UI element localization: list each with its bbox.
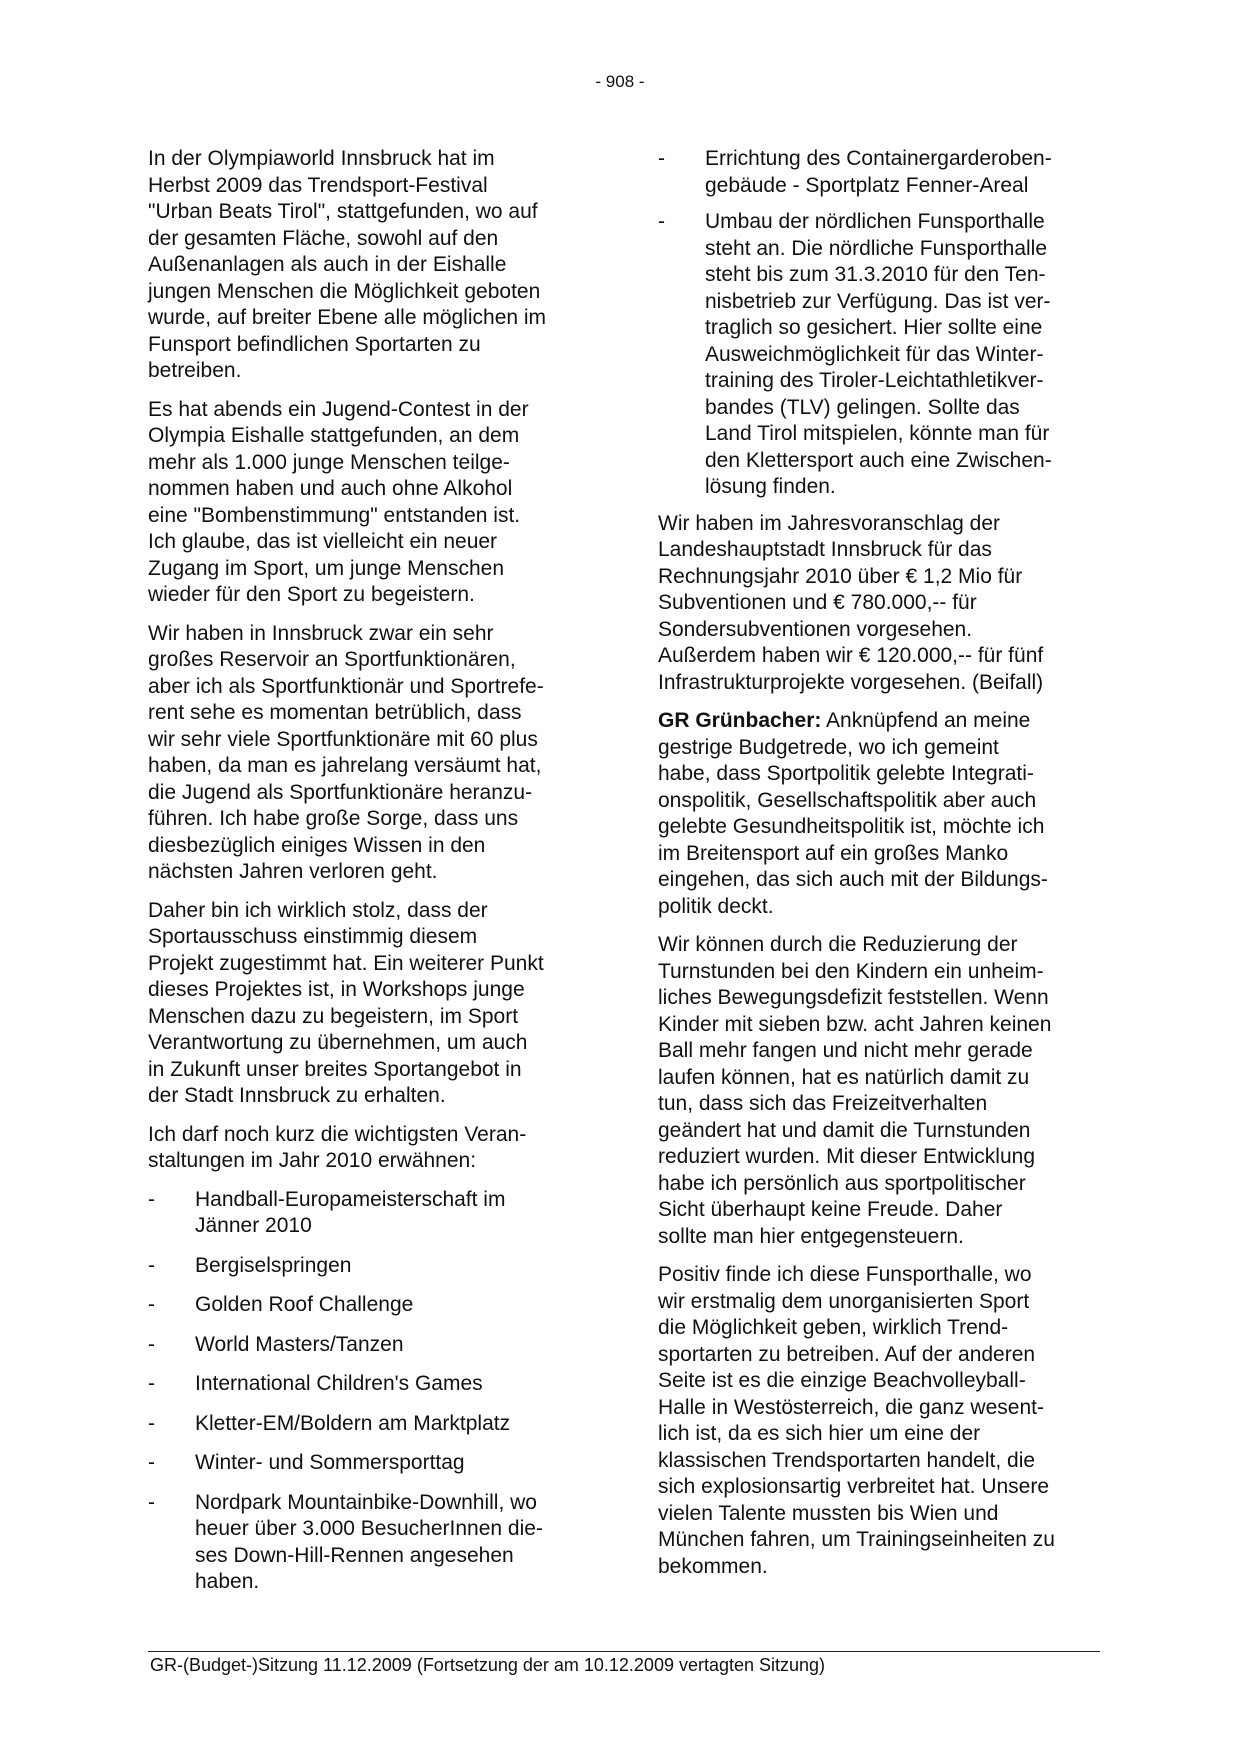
speaker-paragraph (658, 708, 1098, 920)
list-item (148, 1332, 588, 1359)
list-dash: - (658, 210, 665, 233)
list-item (148, 1371, 588, 1398)
list-item (148, 1490, 588, 1596)
list-item-text: Golden Roof Challenge (195, 1293, 414, 1316)
list-item (658, 209, 1098, 501)
list-item (148, 1187, 588, 1240)
list-item (658, 146, 1098, 199)
list-item-text: Umbau der nördlichen Funsporthalle steht an. Die nördliche Funsporthalle steht bis zum 31.3.2010 für den Ten- nisbetrieb zur Verfügung. Das ist ver- traglich so gesichert. Hier sollte eine Ausweichmöglichkeit für das Winter- training des Tiroler-Leichtathletikver- bandes (TLV) gelingen. Sollte das Land Tirol mitspielen, könnte man für den Klettersport auch eine Zwischen- lösung finden. (705, 210, 1052, 498)
right-column (658, 146, 1098, 1592)
paragraph: Wir haben in Innsbruck zwar ein sehr großes Reservoir an Sportfunktionären, aber ich als Sportfunktionär und Sportrefe- rent sehe es momentan betrüblich, dass wir sehr viele Sportfunktionäre mit 60 plus haben, da man es jahrelang versäumt hat, die Jugend als Sportfunktionäre heranzu- führen. Ich habe große Sorge, dass uns diesbezüglich einiges Wissen in den nächsten Jahren verloren geht. (148, 621, 544, 883)
list-item (148, 1411, 588, 1438)
list-item-text: Winter- und Sommersporttag (195, 1451, 465, 1474)
list-dash: - (148, 1372, 155, 1395)
list-dash: - (148, 1293, 155, 1316)
footer-text: GR-(Budget-)Sitzung 11.12.2009 (Fortsetzung der am 10.12.2009 vertagten Sitzung) (150, 1655, 826, 1675)
list-item-text: Errichtung des Containergarderoben- gebäude - Sportplatz Fenner-Areal (705, 147, 1052, 197)
list-dash: - (658, 147, 665, 170)
paragraph: Ich darf noch kurz die wichtigsten Veran- staltungen im Jahr 2010 erwähnen: (148, 1122, 527, 1172)
paragraph: Wir können durch die Reduzierung der Turnstunden bei den Kindern ein unheim- liches Bewegungsdefizit feststellen. Wenn Kinder mit sieben bzw. acht Jahren keinen Ball mehr fangen und nicht mehr gerade laufen können, hat es natürlich damit zu tun, dass sich das Freizeitverhalten geändert hat und damit die Turnstunden reduziert wurden. Mit dieser Entwicklung habe ich persönlich aus sportpolitischer Sicht überhaupt keine Freude. Daher sollte man hier entgegensteuern. (658, 933, 1052, 1248)
list-dash: - (148, 1451, 155, 1474)
footer-divider (148, 1651, 1100, 1652)
list-item (148, 1253, 588, 1280)
paragraph: Wir haben im Jahresvoranschlag der Landeshauptstadt Innsbruck für das Rechnungsjahr 2010 über € 1,2 Mio für Subventionen und € 780.000,-- für Sondersubventionen vorgesehen. Außerdem haben wir € 120.000,-- für fünf Infrastrukturprojekte vorgesehen. (Beifall) (658, 511, 1044, 694)
left-column (148, 146, 588, 1609)
list-item-text: Kletter-EM/Boldern am Marktplatz (195, 1411, 511, 1435)
paragraph: Positiv finde ich diese Funsporthalle, wo wir erstmalig dem unorganisierten Sport die Möglichkeit geben, wirklich Trend- sportarten zu betreiben. Auf der anderen Seite ist es die einzige Beachvolleyball- Halle in Westösterreich, die ganz wesent- lich ist, da es sich hier um eine der klassischen Trendsportarten handelt, die sich explosionsartig verbreitet hat. Unsere vielen Talente mussten bis Wien und München fahren, um Trainingseinheiten zu bekommen. (658, 1263, 1055, 1578)
list-dash: - (148, 1187, 155, 1211)
speaker-name: GR Grünbacher: (658, 709, 822, 732)
list-item-text: World Masters/Tanzen (195, 1332, 404, 1356)
speaker-text: Anknüpfend an meine gestrige Budgetrede, wo ich gemeint habe, dass Sportpolitik gelebte Integrati- onspolitik, Gesellschaftspolitik aber auch gelebte Gesundheitspolitik ist, möchte ich im Breitensport auf ein großes Manko eingehen, das sich auch mit der Bildungs- politik deckt. (658, 709, 1048, 918)
list-dash: - (148, 1490, 155, 1514)
list-item-text: Nordpark Mountainbike-Downhill, wo heuer über 3.000 BesucherInnen die- ses Down-Hill-Rennen angesehen haben. (195, 1490, 543, 1593)
list-item-text: International Children's Games (195, 1372, 483, 1395)
list-dash: - (148, 1253, 155, 1277)
paragraph: Es hat abends ein Jugend-Contest in der Olympia Eishalle stattgefunden, an dem mehr als 1.000 junge Menschen teilge- nommen haben und auch ohne Alkohol eine "Bombenstimmung" entstanden ist. Ich glaube, das ist vielleicht ein neuer Zugang im Sport, um junge Menschen wieder für den Sport zu begeistern. (148, 397, 529, 606)
paragraph: Daher bin ich wirklich stolz, dass der Sportausschuss einstimmig diesem Projekt zugestimmt hat. Ein weiterer Punkt dieses Projektes ist, in Workshops junge Menschen dazu zu begeistern, im Sport Verantwortung zu übernehmen, um auch in Zukunft unser breites Sportangebot in der Stadt Innsbruck zu erhalten. (148, 898, 544, 1107)
list-item (148, 1450, 588, 1477)
paragraph: In der Olympiaworld Innsbruck hat im Herbst 2009 das Trendsport-Festival "Urban Beats Tirol", stattgefunden, wo auf der gesamten Fläche, sowohl auf den Außenanlagen als auch in der Eishalle jungen Menschen die Möglichkeit geboten wurde, auf breiter Ebene alle möglichen im Funsport befindlichen Sportarten zu betreiben. (148, 147, 547, 382)
list-item (148, 1292, 588, 1319)
list-item-text: Bergiselspringen (195, 1253, 352, 1277)
list-dash: - (148, 1411, 155, 1435)
page-number: - 908 - (595, 72, 645, 91)
list-dash: - (148, 1332, 155, 1356)
list-item-text: Handball-Europameisterschaft im Jänner 2010 (195, 1187, 506, 1237)
